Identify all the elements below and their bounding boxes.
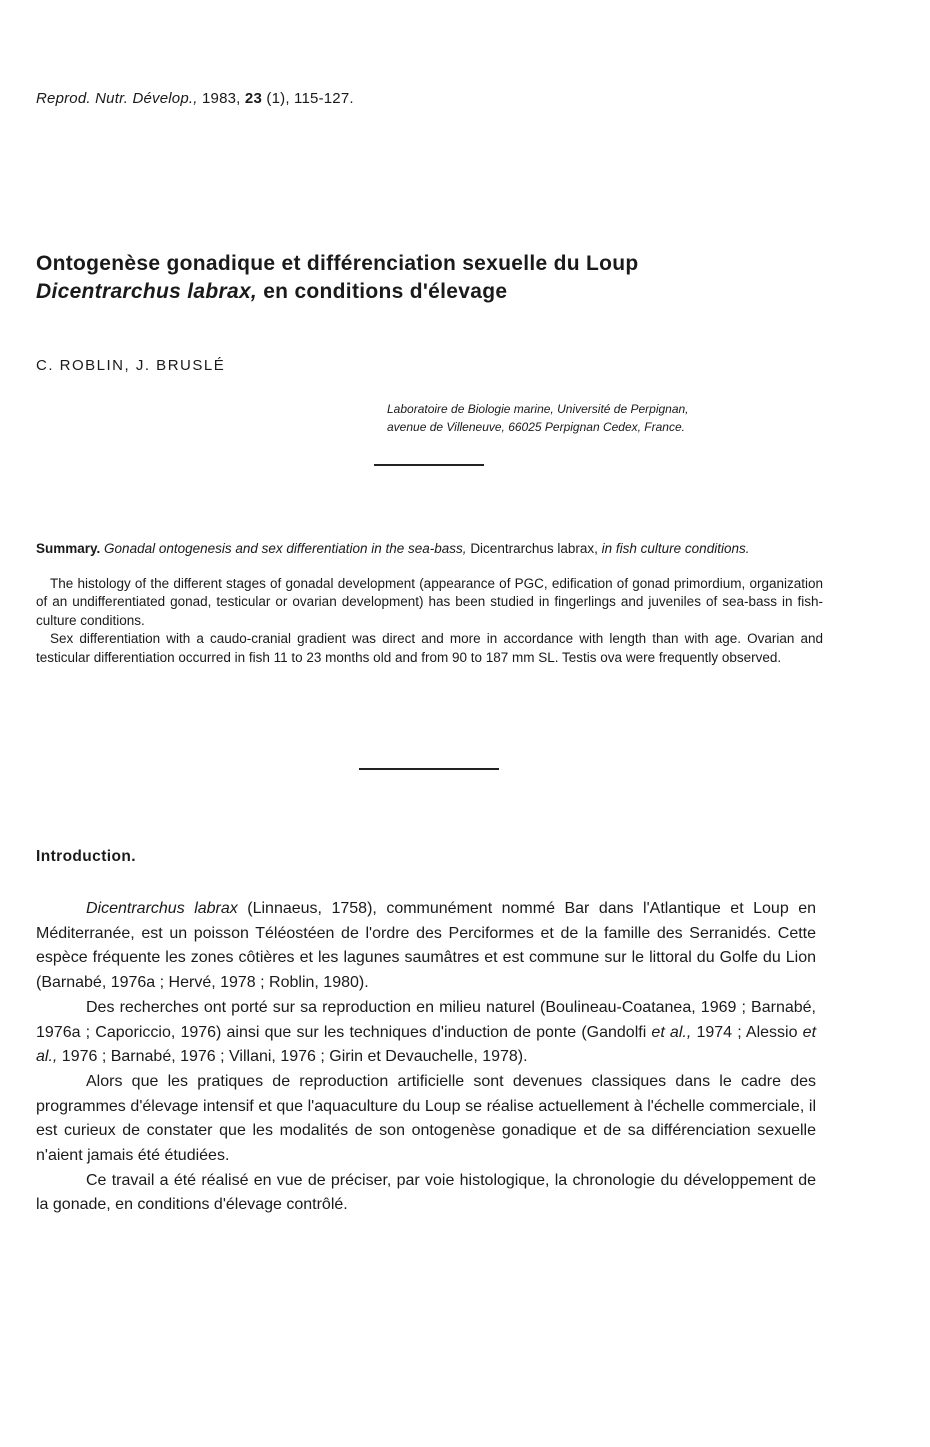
intro-et-al: et al., [36, 1023, 817, 1066]
divider-rule [374, 464, 484, 466]
summary-title-species: Dicentrarchus labrax, [470, 541, 598, 556]
divider-rule [359, 768, 499, 770]
intro-et-al: et al., [651, 1023, 692, 1041]
summary-title-part-1: Gonadal ontogenesis and sex differentiation in the sea-bass, [104, 541, 467, 556]
journal-issue-pages: (1), 115-127. [266, 90, 354, 107]
summary-block [36, 540, 823, 667]
intro-paragraph-1 [36, 897, 816, 996]
journal-year: 1983, [202, 90, 241, 107]
intro-paragraph-4: Ce travail a été réalisé en vue de préciser, par voie histologique, la chronologie du développement de la gonade, en conditions d'élevage contrôlé. [36, 1171, 816, 1214]
summary-label: Summary. [36, 541, 101, 556]
intro-paragraph-2-part-b: 1974 ; Alessio [691, 1023, 803, 1041]
summary-paragraph-2: Sex differentiation with a caudo-cranial gradient was direct and more in accordance with length than with age. Ovarian and testicular differentiation occurred in fish 11 to 23 months old and from 90 to 187 mm SL. Testis ova were frequently observed. [36, 631, 823, 665]
summary-paragraph-1: The histology of the different stages of gonadal development (appearance of PGC, edification of gonad primordium, organization of an undifferentiated gonad, testicular or ovarian development) has been studied in fingerlings and juveniles of sea-bass in fish-culture conditions. [36, 575, 823, 628]
intro-paragraph-2 [36, 996, 816, 1070]
intro-paragraph-2-part-a: Des recherches ont porté sur sa reproduction en milieu naturel (Boulineau-Coatanea, 1969 ; Barnabé, 1976a ; Caporiccio, 1976) ainsi que sur les techniques d'induction de ponte (Gandolfi [36, 998, 816, 1041]
affiliation-line-1: Laboratoire de Biologie marine, Université de Perpignan, [387, 402, 689, 416]
title-line-2-rest: en conditions d'élevage [263, 280, 508, 303]
journal-citation [36, 90, 354, 107]
title-line-1: Ontogenèse gonadique et différenciation sexuelle du Loup [36, 252, 639, 275]
authors: C. ROBLIN, J. BRUSLÉ [36, 357, 226, 374]
affiliation [387, 400, 837, 436]
affiliation-line-2: avenue de Villeneuve, 66025 Perpignan Cedex, France. [387, 420, 685, 434]
title-line-2 [36, 278, 896, 306]
journal-volume: 23 [244, 90, 263, 107]
intro-paragraph-1-text: (Linnaeus, 1758), communément nommé Bar dans l'Atlantique et Loup en Méditerranée, est un poisson Téléostéen de l'ordre des Perciformes et de la famille des Serranidés. Cette espèce fréquente les zones côtières et les lagunes saumâtres et est commune sur le littoral du Golfe du Lion (Barnabé, 1976a ; Hervé, 1978 ; Roblin, 1980). [36, 900, 817, 992]
introduction-body [36, 897, 816, 1218]
intro-paragraph-3: Alors que les pratiques de reproduction artificielle sont devenues classiques dans le cadre des programmes d'élevage intensif et que l'aquaculture du Loup se réalise actuellement à l'échelle commerciale, il est curieux de constater que les modalités de son ontogenèse gonadique et de sa différenciation sexuelle n'aient jamais été étudiées. [36, 1072, 816, 1165]
intro-species: Dicentrarchus labrax [86, 900, 238, 917]
introduction-heading: Introduction. [36, 848, 136, 865]
summary-title [36, 540, 823, 559]
journal-name: Reprod. Nutr. Dévelop., [36, 90, 198, 107]
title-species: Dicentrarchus labrax, [36, 280, 258, 303]
summary-title-part-2: in fish culture conditions. [601, 541, 750, 556]
paper-title [36, 250, 896, 306]
intro-paragraph-2-part-c: 1976 ; Barnabé, 1976 ; Villani, 1976 ; Girin et Devauchelle, 1978). [57, 1048, 528, 1066]
